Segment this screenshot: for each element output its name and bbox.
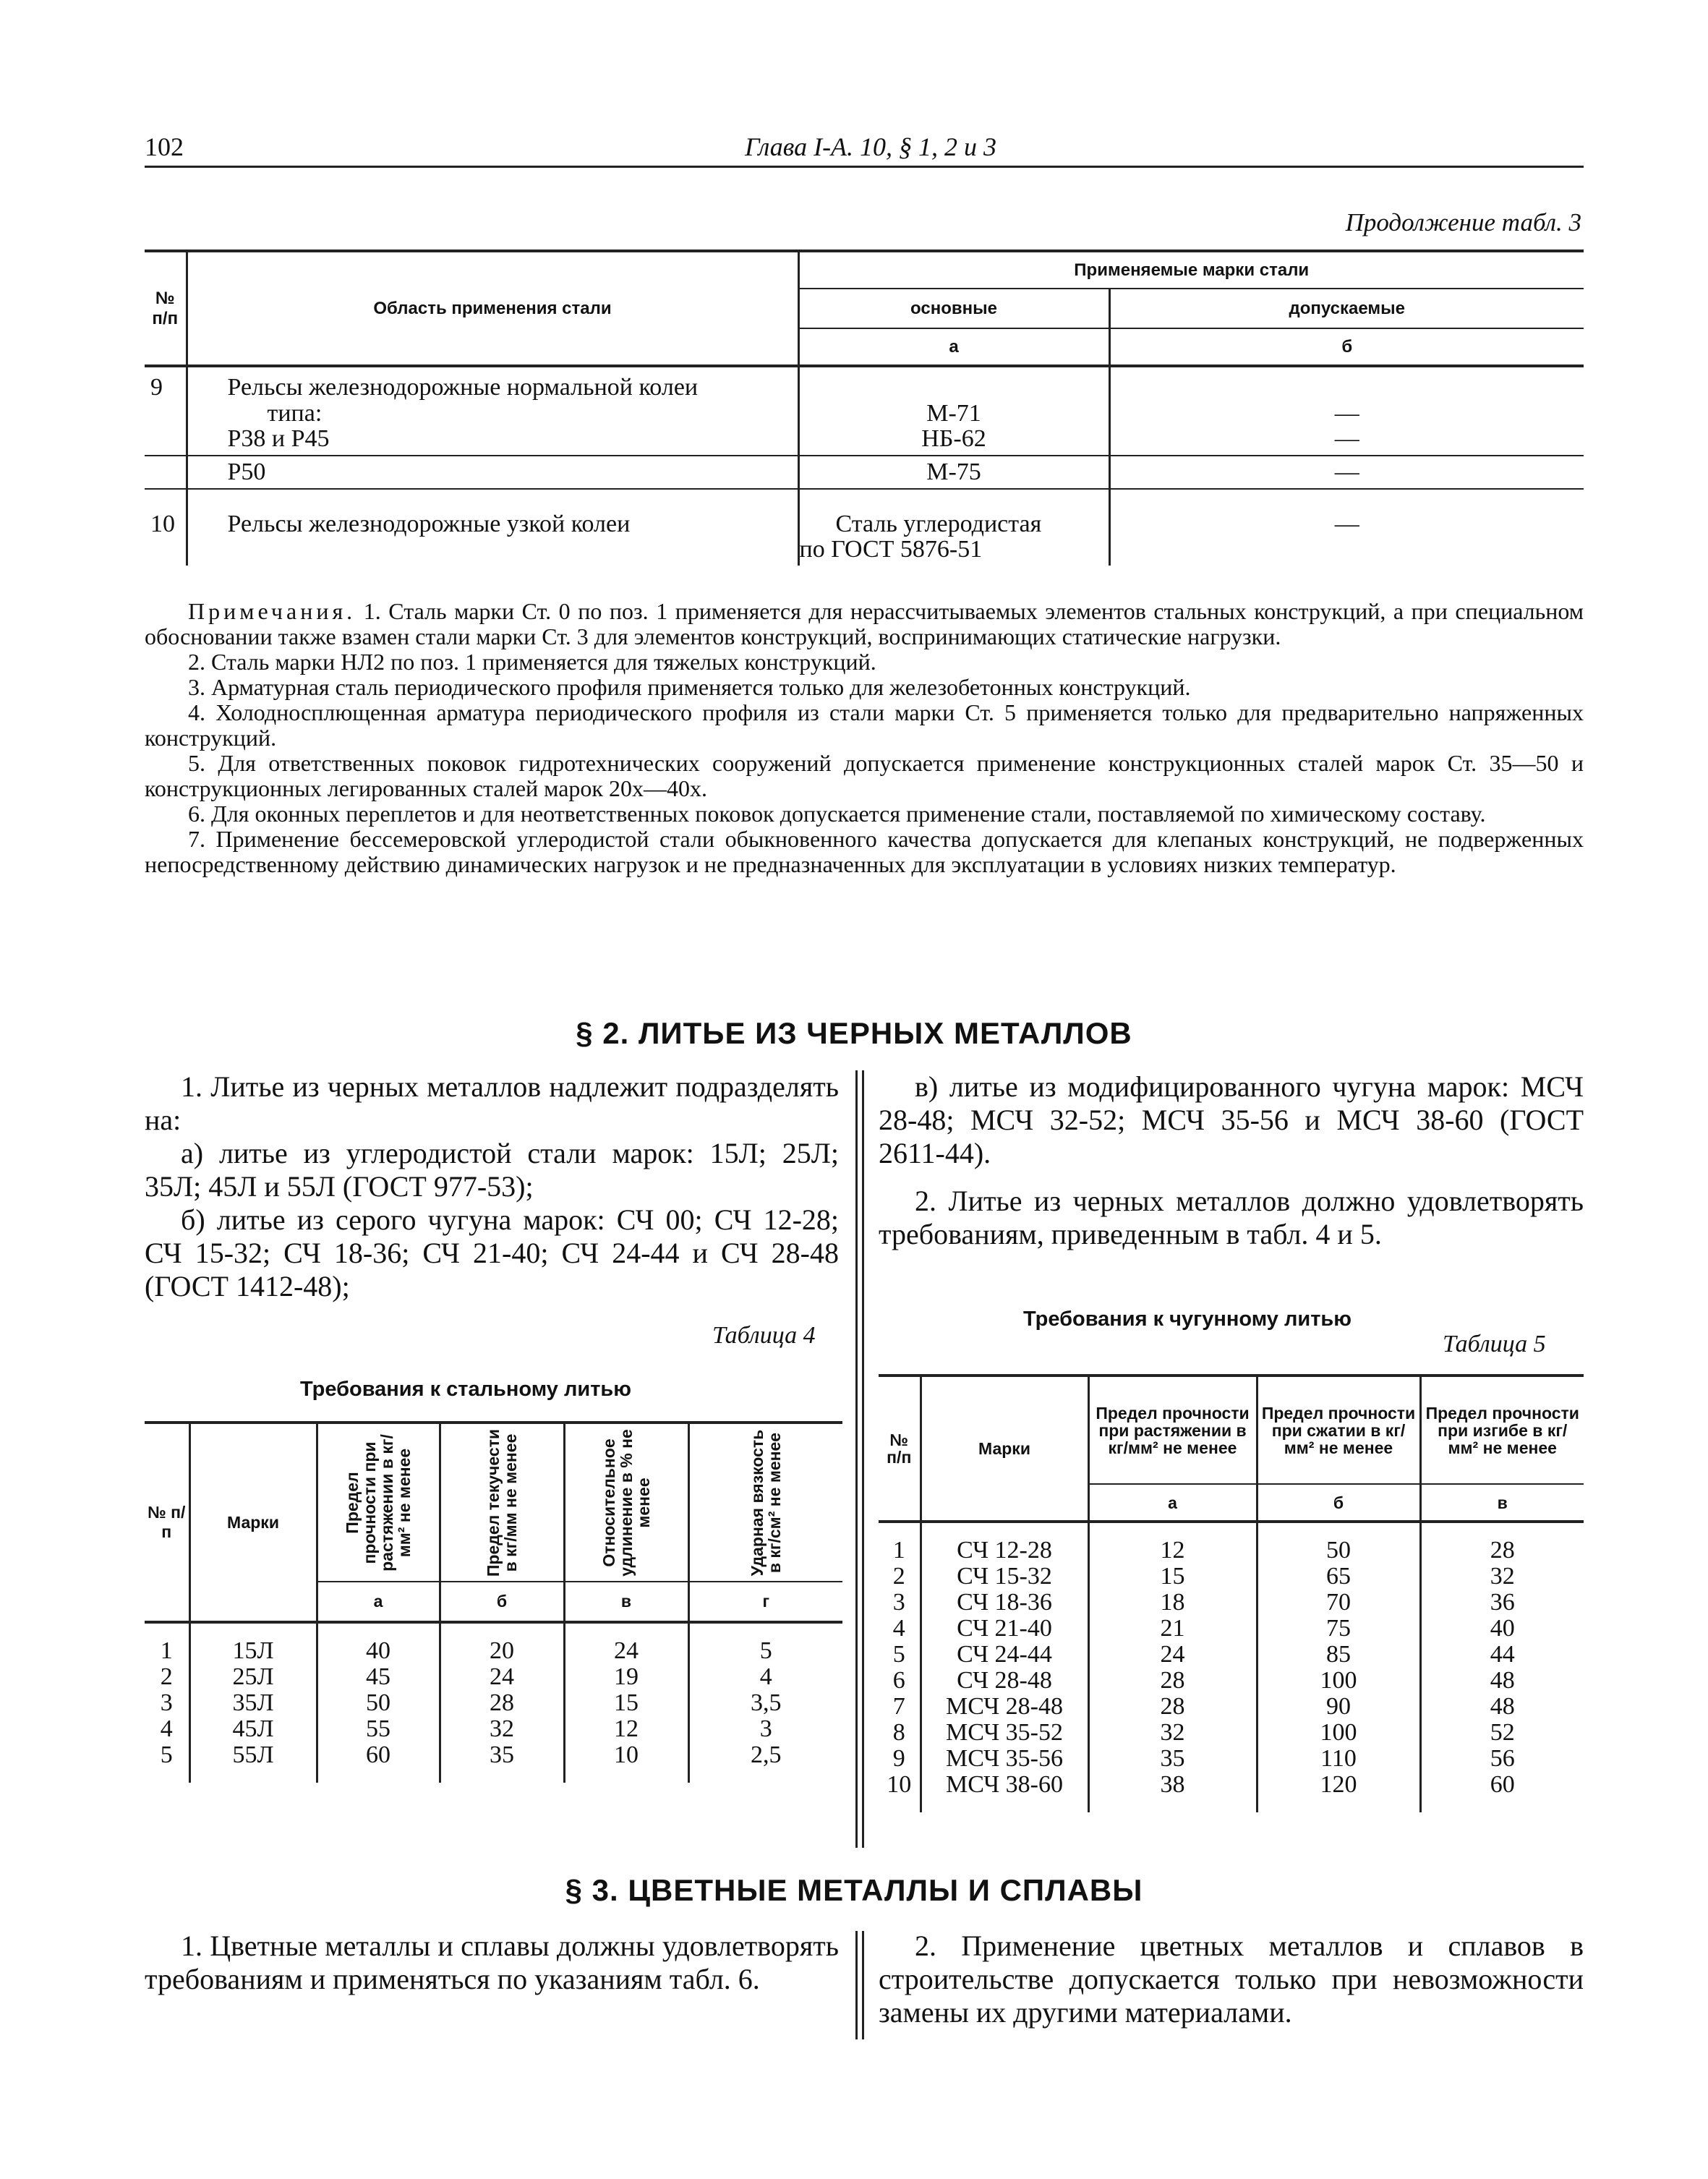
notes-label: Примечания. <box>188 598 356 624</box>
table-row <box>879 1694 1584 1720</box>
table-row <box>879 1720 1584 1746</box>
note-3: 3. Арматурная сталь периодического профиля применяется только для железобетонных конструкций. <box>188 674 1191 700</box>
table-row <box>145 1742 842 1783</box>
t5-header-no: № п/п <box>879 1376 921 1522</box>
column-divider <box>855 1070 864 1848</box>
value-cell: 44 <box>1420 1642 1584 1668</box>
grade-cell: 25Л <box>189 1664 317 1690</box>
value-cell: 36 <box>1420 1590 1584 1616</box>
value-cell: 20 <box>440 1622 564 1664</box>
row-number-cell: 2 <box>160 1663 173 1690</box>
value-cell: 50 <box>1257 1522 1420 1564</box>
value-cell: 38 <box>1088 1772 1257 1812</box>
table-row <box>145 489 1584 566</box>
table-row <box>145 366 1584 456</box>
value-cell: 24 <box>440 1664 564 1690</box>
grade-cell: СЧ 18-36 <box>921 1590 1088 1616</box>
grade-cell: СЧ 28-48 <box>921 1668 1088 1694</box>
t3-header-allowed: допускаемые <box>1109 289 1584 328</box>
value-cell: 3,5 <box>688 1690 842 1716</box>
section3-p1: 1. Цветные металлы и сплавы должны удовлетворять требованиям и применяться по указаниям табл. 6. <box>145 1929 839 1995</box>
row-number-cell: 4 <box>160 1715 173 1742</box>
note-2: 2. Сталь марки НЛ2 по поз. 1 применяется для тяжелых конструкций. <box>188 649 876 675</box>
value-cell: 35 <box>1088 1746 1257 1772</box>
value-cell: 5 <box>688 1622 842 1664</box>
row-number-cell: 3 <box>160 1689 173 1716</box>
t3-row9-area: Рельсы железнодорожные нормальной колеи типа: Р38 и Р45 <box>187 366 798 456</box>
grade-cell: СЧ 12-28 <box>921 1522 1088 1564</box>
row-number-cell: 5 <box>892 1641 905 1668</box>
table-row <box>145 456 1584 489</box>
section2-left-column <box>145 1070 839 1303</box>
value-cell: 70 <box>1257 1590 1420 1616</box>
value-cell: 48 <box>1420 1668 1584 1694</box>
value-cell: 18 <box>1088 1590 1257 1616</box>
t3-header-grades: Применяемые марки стали <box>798 251 1584 289</box>
grade-cell: СЧ 24-44 <box>921 1642 1088 1668</box>
value-cell: 28 <box>1088 1668 1257 1694</box>
section3-title: § 3. ЦВЕТНЫЕ МЕТАЛЛЫ И СПЛАВЫ <box>565 1873 1143 1907</box>
t3-index-a: а <box>798 328 1109 366</box>
t4-header-impact: Ударная вязкость в кг/см² не менее <box>688 1423 842 1582</box>
value-cell: 12 <box>1088 1522 1257 1564</box>
t5-header-bending: Предел прочности при изгибе в кг/мм² не менее <box>1420 1376 1584 1484</box>
table-row <box>879 1564 1584 1590</box>
table-row <box>879 1616 1584 1642</box>
column-divider <box>855 1931 864 2039</box>
value-cell: 32 <box>440 1716 564 1742</box>
value-cell: 4 <box>688 1664 842 1690</box>
value-cell: 52 <box>1420 1720 1584 1746</box>
t3-row10-no: 10 <box>150 510 175 537</box>
t3-row9-allowed: — — <box>1109 366 1584 456</box>
row-number-cell: 1 <box>160 1637 173 1664</box>
chapter-reference: Глава I-А. 10, § 1, 2 и 3 <box>745 132 997 161</box>
value-cell: 65 <box>1257 1564 1420 1590</box>
note-7: 7. Применение бессемеровской углеродистой стали обыкновенного качества допускается для клепаных конструкций, не подверженных непосредственному действию динамических нагрузок и не предназначенных для эксплуатации в условиях низких температур. <box>145 826 1584 877</box>
t3-row-p50-main: М-75 <box>798 456 1109 489</box>
t4-index-a: а <box>317 1582 440 1622</box>
section2-title: § 2. ЛИТЬЕ ИЗ ЧЕРНЫХ МЕТАЛЛОВ <box>576 1016 1132 1050</box>
t5-header-tensile: Предел прочности при растяжении в кг/мм² не менее <box>1088 1376 1257 1484</box>
t3-row10-allowed: — <box>1109 489 1584 566</box>
grade-cell: СЧ 15-32 <box>921 1564 1088 1590</box>
table5-label: Таблица 5 <box>1443 1331 1546 1357</box>
row-number-cell: 3 <box>892 1589 905 1616</box>
value-cell: 60 <box>1420 1772 1584 1812</box>
value-cell: 12 <box>564 1716 688 1742</box>
table5-caption: Требования к чугунному литью <box>1023 1308 1352 1331</box>
table-row <box>145 1664 842 1690</box>
t3-header-area: Область применения стали <box>187 251 798 366</box>
table4 <box>145 1421 842 1783</box>
row-number-cell: 2 <box>892 1563 905 1590</box>
value-cell: 19 <box>564 1664 688 1690</box>
value-cell: 2,5 <box>688 1742 842 1783</box>
table-row <box>879 1668 1584 1694</box>
section3-left-column <box>145 1929 839 1996</box>
table4-caption: Требования к стальному литью <box>300 1378 632 1401</box>
value-cell: 100 <box>1257 1668 1420 1694</box>
page-header <box>145 132 1584 168</box>
page-number: 102 <box>145 132 184 161</box>
value-cell: 28 <box>440 1690 564 1716</box>
value-cell: 32 <box>1088 1720 1257 1746</box>
grade-cell: 55Л <box>189 1742 317 1783</box>
table-row <box>145 1716 842 1742</box>
t4-header-yield: Предел текучести в кг/мм не менее <box>440 1423 564 1582</box>
grade-cell: 15Л <box>189 1622 317 1664</box>
grade-cell: 35Л <box>189 1690 317 1716</box>
t3-row10-main: Сталь углеродистая по ГОСТ 5876-51 <box>798 489 1109 566</box>
grade-cell: МСЧ 35-56 <box>921 1746 1088 1772</box>
value-cell: 35 <box>440 1742 564 1783</box>
t3-header-no: № п/п <box>145 251 187 366</box>
notes-block <box>145 599 1584 877</box>
t5-index-b: б <box>1257 1484 1420 1522</box>
value-cell: 45 <box>317 1664 440 1690</box>
row-number-cell: 7 <box>892 1693 905 1720</box>
t4-header-elongation: Относительное удлинение в % не менее <box>564 1423 688 1582</box>
grade-cell: 45Л <box>189 1716 317 1742</box>
value-cell: 21 <box>1088 1616 1257 1642</box>
table3 <box>145 250 1584 566</box>
row-number-cell: 8 <box>892 1719 905 1746</box>
t3-row-p50-allowed: — <box>1109 456 1584 489</box>
table-row <box>879 1772 1584 1812</box>
table-row <box>145 1690 842 1716</box>
value-cell: 60 <box>317 1742 440 1783</box>
value-cell: 75 <box>1257 1616 1420 1642</box>
t3-row-p50-area: Р50 <box>187 456 798 489</box>
t5-header-compression: Предел прочности при сжатии в кг/мм² не менее <box>1257 1376 1420 1484</box>
value-cell: 110 <box>1257 1746 1420 1772</box>
section2-pb: б) литье из серого чугуна марок: СЧ 00; СЧ 12-28; СЧ 15-32; СЧ 18-36; СЧ 21-40; СЧ 24-44 и СЧ 28-48 (ГОСТ 1412-48); <box>145 1203 839 1302</box>
section2-right-column <box>879 1070 1584 1251</box>
row-number-cell: 9 <box>892 1745 905 1772</box>
value-cell: 50 <box>317 1690 440 1716</box>
value-cell: 28 <box>1088 1694 1257 1720</box>
section2-pv: в) литье из модифицированного чугуна марок: МСЧ 28-48; МСЧ 32-52; МСЧ 35-56 и МСЧ 38-60 (ГОСТ 2611-44). <box>879 1070 1584 1169</box>
t4-index-d: г <box>688 1582 842 1622</box>
t3-header-main: основные <box>798 289 1109 328</box>
section3-right-column <box>879 1929 1584 2029</box>
value-cell: 32 <box>1420 1564 1584 1590</box>
t3-row10-area: Рельсы железнодорожные узкой колеи <box>187 489 798 566</box>
row-number-cell: 4 <box>892 1615 905 1642</box>
value-cell: 56 <box>1420 1746 1584 1772</box>
value-cell: 40 <box>317 1622 440 1664</box>
table-row <box>879 1590 1584 1616</box>
table-row <box>145 1622 842 1664</box>
t5-header-grade: Марки <box>921 1376 1088 1522</box>
t4-header-grade: Марки <box>189 1423 317 1622</box>
section2-p1: 1. Литье из черных металлов надлежит подразделять на: <box>145 1070 839 1136</box>
t4-header-tensile: Предел прочности при растяжении в кг/мм² не менее <box>317 1423 440 1582</box>
table5 <box>879 1374 1584 1812</box>
section2-pa: а) литье из углеродистой стали марок: 15Л; 25Л; 35Л; 45Л и 55Л (ГОСТ 977-53); <box>145 1137 839 1203</box>
value-cell: 28 <box>1420 1522 1584 1564</box>
row-number-cell: 1 <box>892 1537 905 1564</box>
grade-cell: МСЧ 28-48 <box>921 1694 1088 1720</box>
table4-label: Таблица 4 <box>712 1322 816 1349</box>
note-5: 5. Для ответственных поковок гидротехнических сооружений допускается применение конструкционных сталей марок Ст. 35—50 и конструкционных легированных сталей марок 20х—40х. <box>145 750 1584 801</box>
section2-p2: 2. Литье из черных металлов должно удовлетворять требованиям, приведенным в табл. 4 и 5. <box>879 1185 1584 1250</box>
section3-p2: 2. Применение цветных металлов и сплавов в строительстве допускается только при невозможности замены их другими материалами. <box>879 1929 1584 2029</box>
value-cell: 120 <box>1257 1772 1420 1812</box>
value-cell: 15 <box>564 1690 688 1716</box>
t5-index-a: а <box>1088 1484 1257 1522</box>
note-1: 1. Сталь марки Ст. 0 по поз. 1 применяется для нерассчитываемых элементов стальных конструкций, а при специальном обосновании также взамен стали марки Ст. 3 для элементов конструкций, воспринимающих статические нагрузки. <box>145 598 1584 649</box>
t3-row9-main: М-71 НБ-62 <box>798 366 1109 456</box>
note-6: 6. Для оконных переплетов и для неответственных поковок допускается применение стали, поставляемой по химическому составу. <box>188 801 1486 827</box>
t4-index-c: в <box>564 1582 688 1622</box>
row-number-cell: 10 <box>887 1771 912 1798</box>
value-cell: 24 <box>564 1622 688 1664</box>
t5-index-c: в <box>1420 1484 1584 1522</box>
table-row <box>879 1642 1584 1668</box>
value-cell: 40 <box>1420 1616 1584 1642</box>
table-row <box>879 1746 1584 1772</box>
value-cell: 90 <box>1257 1694 1420 1720</box>
t4-header-no: № п/п <box>145 1423 189 1622</box>
value-cell: 15 <box>1088 1564 1257 1590</box>
grade-cell: МСЧ 35-52 <box>921 1720 1088 1746</box>
value-cell: 100 <box>1257 1720 1420 1746</box>
table-row <box>879 1522 1584 1564</box>
value-cell: 10 <box>564 1742 688 1783</box>
t4-index-b: б <box>440 1582 564 1622</box>
table3-continuation-label: Продолжение табл. 3 <box>1345 208 1581 236</box>
t3-index-b: б <box>1109 328 1584 366</box>
value-cell: 3 <box>688 1716 842 1742</box>
row-number-cell: 5 <box>160 1741 173 1768</box>
value-cell: 48 <box>1420 1694 1584 1720</box>
value-cell: 85 <box>1257 1642 1420 1668</box>
value-cell: 24 <box>1088 1642 1257 1668</box>
t3-row9-no: 9 <box>145 366 187 456</box>
row-number-cell: 6 <box>892 1667 905 1694</box>
value-cell: 55 <box>317 1716 440 1742</box>
grade-cell: МСЧ 38-60 <box>921 1772 1088 1812</box>
note-4: 4. Холодносплющенная арматура периодического профиля из стали марки Ст. 5 применяется только для предварительно напряженных конструкций. <box>145 699 1584 751</box>
grade-cell: СЧ 21-40 <box>921 1616 1088 1642</box>
